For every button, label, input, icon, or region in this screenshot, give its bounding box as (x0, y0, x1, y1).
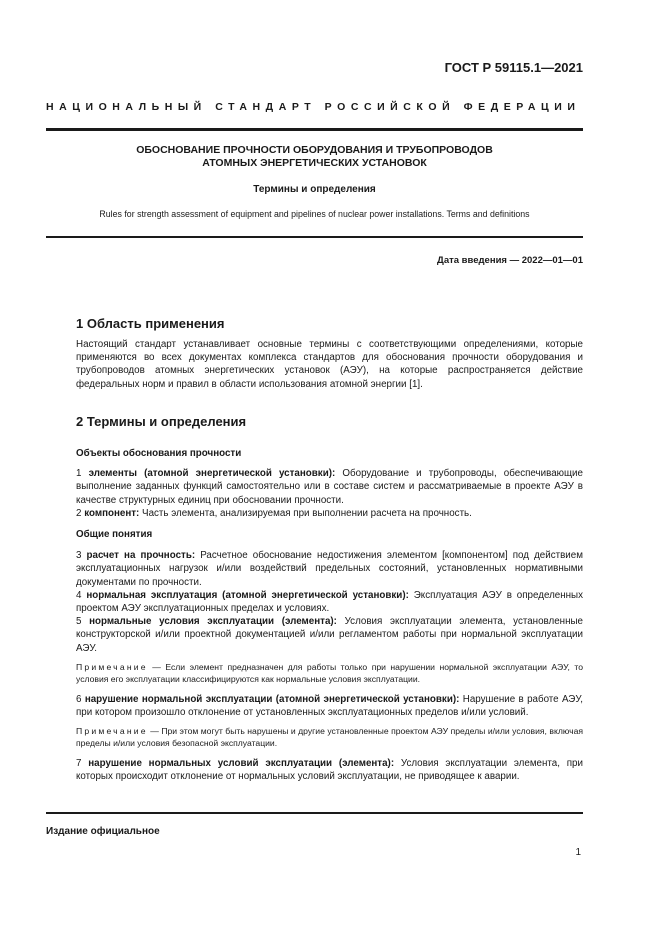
term-name: элементы (атомной энергетической установки): (88, 468, 336, 480)
title-line-1: ОБОСНОВАНИЕ ПРОЧНОСТИ ОБОРУДОВАНИЯ И ТРУБОПРОВОДОВ (136, 144, 493, 156)
english-title: Rules for strength assessment of equipment and pipelines of nuclear power installations. Terms and definitions (99, 209, 530, 219)
term-definition: Нарушение в работе АЭУ, при котором произошло отклонение от установленных эксплуатационных пределов и/или условий. (76, 693, 583, 719)
term-name: нормальные условия эксплуатации (элемента): (89, 616, 337, 628)
term-number: 6 (76, 693, 82, 705)
note-text: — При этом могут быть нарушены и другие установленные проектом АЭУ пределы и/или условия, включая пределы и/или условия безопасной эксплуатации. (76, 726, 583, 749)
section-2-heading: 2 Термины и определения (76, 414, 247, 429)
document-title (46, 144, 583, 170)
term-name: нарушение нормальных условий эксплуатации (элемента): (88, 758, 395, 770)
term-1 (76, 467, 583, 507)
term-number: 1 (76, 468, 82, 480)
term-5 (76, 615, 583, 655)
note-text: — Если элемент предназначен для работы только при нарушении нормальной эксплуатации АЭУ, то условия его эксплуатации классифицируются как нормальные условия эксплуатации. (76, 661, 583, 684)
term-4 (76, 589, 583, 615)
term-name: расчет на прочность: (86, 550, 196, 562)
term-number: 7 (76, 758, 82, 770)
national-standard-header: НАЦИОНАЛЬНЫЙ СТАНДАРТ РОССИЙСКОЙ ФЕДЕРАЦИИ (46, 101, 581, 113)
term-number: 3 (76, 550, 82, 562)
section-1-body (76, 338, 583, 391)
group-heading-objects: Объекты обоснования прочности (76, 448, 242, 459)
term-number: 4 (76, 589, 82, 601)
document-code: ГОСТ Р 59115.1—2021 (444, 60, 583, 75)
note-label: Примечание (76, 726, 148, 737)
note-label: Примечание (76, 661, 148, 672)
term-number: 2 (76, 507, 82, 519)
note-1 (76, 661, 583, 685)
note-2 (76, 725, 583, 749)
section-2-body (76, 447, 583, 784)
footer-rule (46, 812, 583, 814)
introduction-date: Дата введения — 2022—01—01 (437, 255, 583, 266)
term-definition: Эксплуатация АЭУ в определенных проектом АЭУ эксплуатационных пределах и условиях. (76, 589, 583, 615)
term-2 (76, 507, 583, 520)
section-1-heading: 1 Область применения (76, 316, 225, 331)
term-definition: Условия эксплуатации элемента, при которых происходит отклонение от нормальных условий эксплуатации, не приводящее к аварии. (76, 758, 583, 783)
section-1-text: Настоящий стандарт устанавливает основные термины с соответствующими определениями, которые применяются во всех документах комплекса стандартов для обоснования прочности оборудования и трубопроводов атомных энергетических установок (АЭУ), на которые распространяется действие федеральных норм и правил в области использования атомной энергии [1]. (76, 339, 583, 390)
term-name: нарушение нормальной эксплуатации (атомной энергетической установки): (84, 693, 460, 705)
term-7 (76, 757, 583, 783)
term-definition: Расчетное обоснование недостижения элементом [компонентом] под действием эксплуатационных нагрузок и/или воздействий предельных состояний, установленных нормативными документами по прочности. (76, 550, 583, 588)
term-name: компонент: (84, 507, 140, 519)
term-definition: Оборудование и трубопроводы, обеспечивающие выполнение заданных функций самостоятельно или в составе систем и рассматриваемые в проекте АЭУ в качестве структурных единиц при обосновании прочности. (76, 468, 583, 506)
document-subtitle: Термины и определения (253, 184, 376, 195)
header-rule (46, 128, 583, 131)
term-definition: Условия эксплуатации элемента, установленные конструкторской и/или проектной документацией и/или регламентом работы при нормальной эксплуатации АЭУ. (76, 616, 583, 654)
official-edition-label: Издание официальное (46, 826, 160, 837)
title-rule (46, 236, 583, 238)
term-number: 5 (76, 616, 82, 628)
group-heading-general: Общие понятия (76, 529, 153, 541)
title-line-2: АТОМНЫХ ЭНЕРГЕТИЧЕСКИХ УСТАНОВОК (202, 157, 427, 169)
term-definition: Часть элемента, анализируемая при выполнении расчета на прочность. (142, 507, 472, 519)
page-number: 1 (575, 847, 581, 858)
term-3 (76, 549, 583, 589)
term-name: нормальная эксплуатация (атомной энергетической установки): (86, 589, 409, 601)
term-6 (76, 693, 583, 719)
